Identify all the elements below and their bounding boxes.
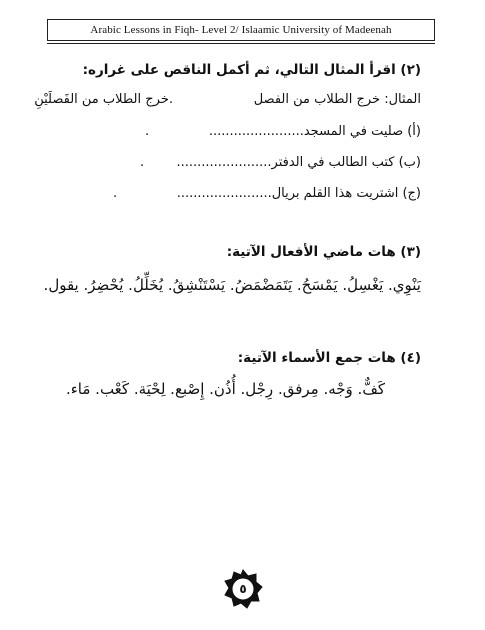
- header-title-text: Arabic Lessons in Fiqh- Level 2/ Islaamic University of Madeenah: [90, 24, 392, 36]
- exercise-3-words: يَنْوِي. يَغْسِلُ. يَمْسَحُ. يَتَمَضْمَضُ. يَسْتَنْشِقُ. يُخَلِّلُ. يُحْضِرُ. يقول.: [43, 276, 421, 294]
- example-answer: .خرج الطلاب من الفَصلَيْنِ: [34, 92, 173, 107]
- exercise-2-example: [34, 92, 421, 112]
- page-number-badge: [223, 569, 263, 609]
- item-b-end: .: [140, 155, 145, 170]
- exercise-3-title: (٣) هات ماضي الأفعال الآتية:: [226, 244, 421, 260]
- page-number: ٥: [239, 582, 247, 596]
- header-divider: [47, 43, 435, 44]
- exercise-2-item-b: (ب) كتب الطالب في الدفتر.......................: [176, 155, 421, 170]
- item-c-end: .: [113, 186, 118, 201]
- item-a-end: .: [145, 124, 150, 139]
- example-sentence: المثال: خرج الطلاب من الفصل: [253, 92, 421, 107]
- exercise-2-item-a: (أ) صليت في المسجد.......................: [208, 124, 421, 139]
- exercise-4-words: كَفٌّ. وَجْه. مِرفق. رِجْل. أُذُن. إِصْبع. لِحْيَة. كَعْب. مَاء.: [65, 380, 385, 398]
- exercise-2-item-c: (ج) اشتريت هذا القلم بريال.......................: [176, 186, 421, 201]
- header-title: [47, 19, 435, 41]
- exercise-4-title: (٤) هات جمع الأسماء الآتية:: [237, 350, 421, 366]
- exercise-2-title: (٢) اقرأ المثال التالي، ثم أكمل الناقص على غراره:: [82, 62, 421, 78]
